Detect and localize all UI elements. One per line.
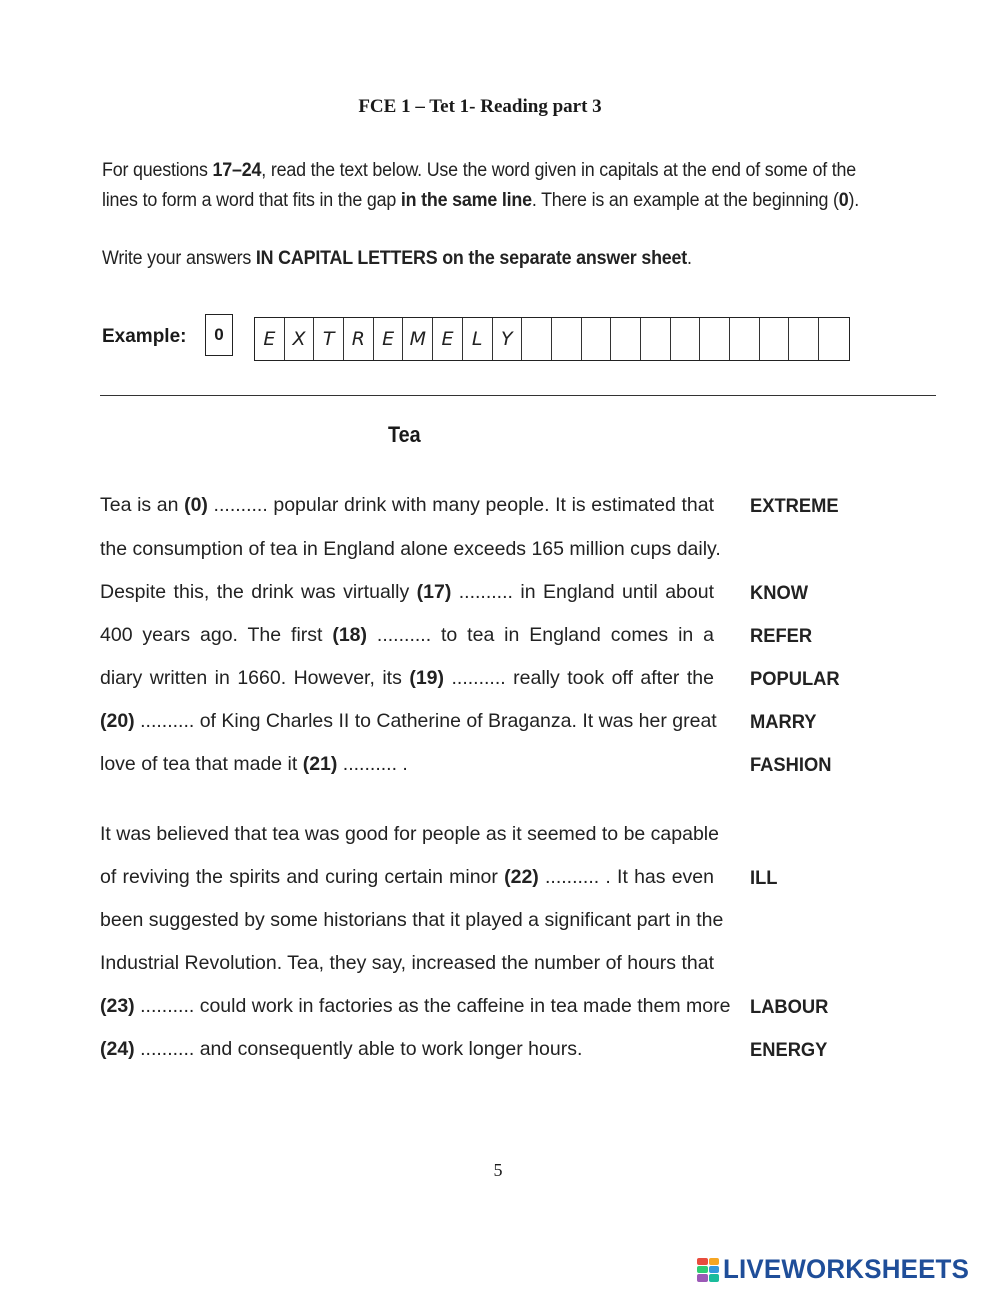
answer-grid-cell: T [314, 318, 344, 360]
text-bold-segment: (22) [504, 866, 539, 888]
answer-grid-cell: E [433, 318, 463, 360]
text-segment: diary written in 1660. However, its [100, 667, 410, 689]
text-line-9 [100, 866, 714, 889]
logo-icon-square [697, 1274, 708, 1281]
text-segment: It was believed that tea was good for people as it seemed to be capable [100, 823, 719, 845]
text-segment: .......... popular drink with many people. It is estimated that [207, 494, 714, 516]
answer-grid-cell: L [463, 318, 493, 360]
text-segment: , read the text below. Use the word given in capitals at the end of some of the [261, 160, 857, 181]
text-segment: love of tea that made it [100, 753, 303, 775]
liveworksheets-logo[interactable] [697, 1254, 979, 1285]
text-segment: the consumption of tea in England alone exceeds 165 million cups daily. [100, 538, 721, 560]
logo-icon-square [697, 1258, 708, 1265]
text-title: Tea [388, 422, 421, 447]
text-bold-segment: (0) [184, 494, 208, 516]
text-line-3 [100, 581, 714, 604]
answer-grid-cell [611, 318, 641, 360]
keyword-17: KNOW [750, 582, 809, 604]
logo-icon-square [709, 1258, 720, 1265]
text-segment: ). [848, 190, 860, 211]
text-line-8 [100, 823, 719, 846]
page-number: 5 [493, 1160, 503, 1180]
logo-icon-square [709, 1274, 720, 1281]
text-bold-segment: 17–24 [212, 160, 262, 181]
divider-line [100, 395, 936, 396]
answer-grid-cell: R [344, 318, 374, 360]
example-number-box: 0 [205, 314, 233, 356]
text-line-10 [100, 909, 724, 932]
text-bold-segment: (20) [100, 710, 135, 732]
text-bold-segment: 0 [838, 190, 849, 211]
answer-grid-cell [730, 318, 760, 360]
answer-grid-cell [641, 318, 671, 360]
answer-grid-cell [760, 318, 790, 360]
text-line-1 [100, 494, 714, 517]
instruction-line-3 [102, 248, 692, 270]
text-segment: .......... . It has even [538, 866, 715, 888]
instruction-line-2 [102, 190, 859, 212]
liveworksheets-logo-icon [697, 1258, 719, 1282]
text-bold-segment: IN CAPITAL LETTERS on the separate answer sheet [255, 248, 688, 269]
text-bold-segment: (23) [100, 995, 135, 1017]
answer-grid-cell: E [374, 318, 404, 360]
text-bold-segment: (21) [302, 753, 338, 775]
text-line-5 [100, 667, 714, 690]
text-segment: Write your answers [102, 248, 256, 269]
answer-grid-cell [552, 318, 582, 360]
text-segment: .......... and consequently able to work longer hours. [134, 1038, 583, 1060]
example-label: Example: [102, 326, 187, 347]
text-segment: 400 years ago. The first [100, 624, 333, 646]
text-line-6 [100, 710, 717, 733]
answer-grid-cell: X [285, 318, 315, 360]
text-line-4 [100, 624, 714, 647]
text-segment: Tea is an [100, 494, 185, 516]
text-segment: For questions [102, 160, 213, 181]
text-line-13 [100, 1038, 714, 1061]
text-segment: .......... in England until about [451, 581, 714, 603]
text-bold-segment: (18) [332, 624, 368, 646]
text-bold-segment: in the same line [400, 190, 532, 211]
logo-icon-square [709, 1266, 720, 1273]
answer-grid-cell [522, 318, 552, 360]
text-segment: of reviving the spirits and curing certain minor [100, 866, 505, 888]
text-segment: Despite this, the drink was virtually [100, 581, 417, 603]
example-answer-grid [254, 317, 850, 361]
text-bold-segment: (17) [416, 581, 452, 603]
answer-grid-cell [819, 318, 849, 360]
keyword-0: EXTREME [750, 495, 839, 517]
text-bold-segment: (24) [100, 1038, 135, 1060]
answer-grid-cell: Y [493, 318, 523, 360]
keyword-23: LABOUR [750, 996, 829, 1018]
keyword-22: ILL [750, 867, 778, 889]
keyword-24: ENERGY [750, 1039, 828, 1061]
text-segment: been suggested by some historians that it played a significant part in the [100, 909, 724, 931]
liveworksheets-logo-text: LIVEWORKSHEETS [723, 1254, 970, 1284]
instruction-line-1 [102, 160, 856, 182]
logo-icon-square [697, 1266, 708, 1273]
page-title: FCE 1 – Tet 1- Reading part 3 [358, 96, 602, 117]
text-segment: lines to form a word that fits in the gap [102, 190, 401, 211]
text-segment: .......... of King Charles II to Catherine of Braganza. It was her great [134, 710, 717, 732]
text-segment: Industrial Revolution. Tea, they say, increased the number of hours that [100, 952, 714, 974]
keyword-19: POPULAR [750, 668, 840, 690]
answer-grid-cell [700, 318, 730, 360]
text-segment: .......... . [337, 753, 408, 775]
answer-grid-cell [671, 318, 701, 360]
text-segment: .......... really took off after the [444, 667, 714, 689]
text-line-7 [100, 753, 714, 776]
answer-grid-cell: E [255, 318, 285, 360]
text-line-11 [100, 952, 714, 975]
answer-grid-cell [789, 318, 819, 360]
answer-grid-cell: M [403, 318, 433, 360]
keyword-20: MARRY [750, 711, 817, 733]
answer-grid-cell [582, 318, 612, 360]
text-segment: . There is an example at the beginning ( [531, 190, 839, 211]
text-line-2 [100, 538, 721, 561]
keyword-18: REFER [750, 625, 813, 647]
text-segment: .......... to tea in England comes in a [367, 624, 714, 646]
text-bold-segment: (19) [409, 667, 445, 689]
text-line-12 [100, 995, 731, 1018]
keyword-21: FASHION [750, 754, 832, 776]
text-segment: . [687, 248, 692, 269]
text-segment: .......... could work in factories as the caffeine in tea made them more [134, 995, 731, 1017]
